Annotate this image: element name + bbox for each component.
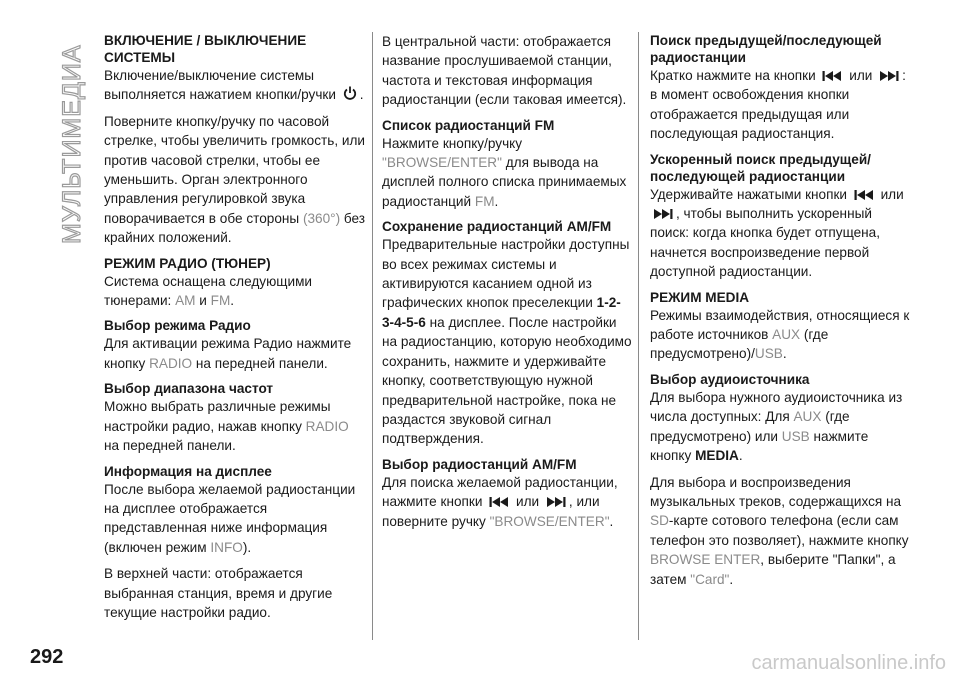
- text-gray: "BROWSE/ENTER": [382, 155, 502, 171]
- column-2: [382, 32, 632, 538]
- text: , или поверните ручку: [382, 494, 600, 529]
- section-side-title: МУЛЬТИМЕДИА: [58, 44, 86, 244]
- text: для вывода на дисплей полного списка принимаемых радиостанций: [382, 155, 627, 209]
- paragraph: [650, 473, 912, 589]
- skip-previous-icon: [489, 496, 509, 508]
- text: Удерживайте нажатыми кнопки: [650, 186, 847, 202]
- paragraph: [104, 66, 366, 105]
- page-number: 292: [30, 646, 64, 668]
- text: Нажмите кнопку/ручку: [382, 135, 523, 151]
- text-gray: SD: [650, 513, 669, 529]
- text: Режимы взаимодействия, относящиеся к работе источников: [650, 307, 910, 343]
- paragraph: [382, 473, 632, 531]
- power-icon: [343, 86, 357, 101]
- text: или: [516, 494, 540, 510]
- text-gray: BROWSE ENTER: [650, 552, 761, 568]
- text: Поверните кнопку/ручку по часовой стрелке, чтобы увеличить громкость, или против часовой стрелки, чтобы ее уменьшить. Орган электронного управления регулировкой звука поворачивается в обе стороны: [104, 113, 366, 226]
- paragraph: [104, 112, 366, 248]
- text: Предварительные настройки доступны во всех режимах системы и активируются касанием одной из графических кнопок преселекции: [382, 237, 630, 311]
- text: нажмите кнопку: [650, 428, 869, 464]
- heading-fast-search: Ускоренный поиск предыдущей/ последующей радиостанции: [650, 151, 871, 184]
- watermark: carmanualsonline.info: [751, 652, 946, 674]
- text-gray: RADIO: [149, 355, 193, 371]
- text-gray: INFO: [210, 539, 243, 555]
- text: на передней панели.: [195, 355, 328, 371]
- text: .: [494, 193, 499, 209]
- text-gray: "BROWSE/ENTER": [489, 513, 610, 529]
- text: .: [230, 293, 235, 309]
- skip-next-icon: [546, 496, 566, 508]
- text: После выбора желаемой радиостанции на дисплее отображается представленная ниже информация (включен режим: [104, 481, 356, 555]
- text: Система оснащена следующими тюнерами:: [104, 273, 313, 309]
- text: .: [738, 448, 743, 464]
- text-gray: USB: [781, 428, 810, 444]
- paragraph: [382, 235, 632, 448]
- text: , выберите "Папки", а затем: [650, 552, 896, 587]
- paragraph: [650, 306, 912, 364]
- text: или: [880, 186, 904, 202]
- column-1: [104, 32, 366, 629]
- text-gray: FM: [210, 293, 231, 309]
- text-gray: AUX: [772, 327, 801, 343]
- media-label: MEDIA: [695, 448, 739, 464]
- heading-prev-next-search: Поиск предыдущей/последующей радиостанции: [650, 33, 882, 65]
- text: (где предусмотрено) или: [650, 409, 850, 444]
- text: без крайних положений.: [104, 210, 366, 246]
- text: Для выбора нужного аудиоисточника из числа доступных: Для: [650, 389, 903, 425]
- text-gray: AUX: [793, 409, 822, 425]
- text: .: [359, 87, 364, 103]
- skip-next-icon: [879, 70, 899, 82]
- text: .: [729, 571, 734, 587]
- heading-power: ВКЛЮЧЕНИЕ / ВЫКЛЮЧЕНИЕ СИСТЕМЫ: [104, 33, 307, 65]
- paragraph: В верхней части: отображается выбранная станция, время и другие текущие настройки радио.: [104, 566, 333, 620]
- heading-radio-select: Выбор режима Радио: [104, 318, 251, 334]
- skip-next-icon: [653, 208, 673, 220]
- text-gray: AM: [175, 293, 196, 309]
- text-gray: (360°): [302, 210, 341, 226]
- preset-numbers: 1-2-3-4-5-6: [382, 295, 621, 330]
- column-divider: [638, 32, 639, 640]
- text: ).: [242, 539, 252, 555]
- column-divider: [372, 32, 373, 640]
- text: (где предусмотрено)/: [650, 327, 829, 362]
- skip-previous-icon: [822, 70, 842, 82]
- heading-radio-mode: РЕЖИМ РАДИО (ТЮНЕР): [104, 255, 271, 271]
- text-gray: RADIO: [305, 418, 349, 434]
- heading-fm-list: Список радиостанций FM: [382, 117, 555, 133]
- text: Можно выбрать различные режимы настройки радио, нажав кнопку: [104, 399, 331, 434]
- paragraph: [650, 185, 912, 282]
- text: .: [609, 513, 614, 529]
- text: Для активации режима Радио нажмите кнопку: [104, 336, 352, 371]
- heading-media-mode: РЕЖИМ MEDIA: [650, 289, 750, 305]
- heading-save-stations: Сохранение радиостанций AM/FM: [382, 219, 612, 235]
- text-gray: USB: [754, 346, 783, 362]
- text: .: [782, 346, 787, 362]
- text: : в момент освобождения кнопки отображается предыдущая или последующая радиостанция.: [650, 68, 906, 142]
- heading-display-info: Информация на дисплее: [104, 463, 272, 479]
- text-gray: FM: [474, 193, 495, 209]
- text-gray: "Card": [690, 571, 730, 587]
- text: Включение/выключение системы выполняется нажатием кнопки/ручки: [104, 68, 336, 103]
- paragraph: [650, 388, 912, 466]
- paragraph: В центральной части: отображается название прослушиваемой станции, частота и текстовая информация радиостанции (если таковая имеется).: [382, 34, 627, 108]
- heading-select-stations: Выбор радиостанций AM/FM: [382, 456, 577, 472]
- paragraph: [104, 334, 366, 373]
- column-3: [650, 32, 912, 596]
- heading-band-select: Выбор диапазона частот: [104, 381, 274, 397]
- paragraph: [104, 397, 366, 455]
- paragraph: [104, 272, 366, 311]
- text: на дисплее. После настройки на радиостанцию, которую необходимо сохранить, нажмите и удерживайте кнопку, соответствующую нужной предварительной настройке, пока не раздастся звуковой сигнал подтверждения.: [382, 314, 632, 447]
- skip-previous-icon: [854, 189, 874, 201]
- paragraph: [382, 134, 632, 212]
- heading-audio-source: Выбор аудиоисточника: [650, 371, 810, 387]
- text: на передней панели.: [104, 438, 236, 454]
- text: , чтобы выполнить ускоренный поиск: когда кнопка будет отпущена, начнется воспроизведение первой доступной радиостанции.: [650, 206, 881, 280]
- paragraph: [650, 66, 912, 144]
- text: и: [199, 293, 207, 309]
- text: -карте сотового телефона (если сам телефон это позволяет), нажмите кнопку: [650, 513, 909, 548]
- text: Кратко нажмите на кнопки: [650, 68, 816, 83]
- text: или: [849, 68, 873, 83]
- text: Для выбора и воспроизведения музыкальных треков, содержащихся на: [650, 474, 902, 509]
- text: Для поиска желаемой радиостанции, нажмите кнопки: [382, 474, 618, 510]
- paragraph: [104, 480, 366, 558]
